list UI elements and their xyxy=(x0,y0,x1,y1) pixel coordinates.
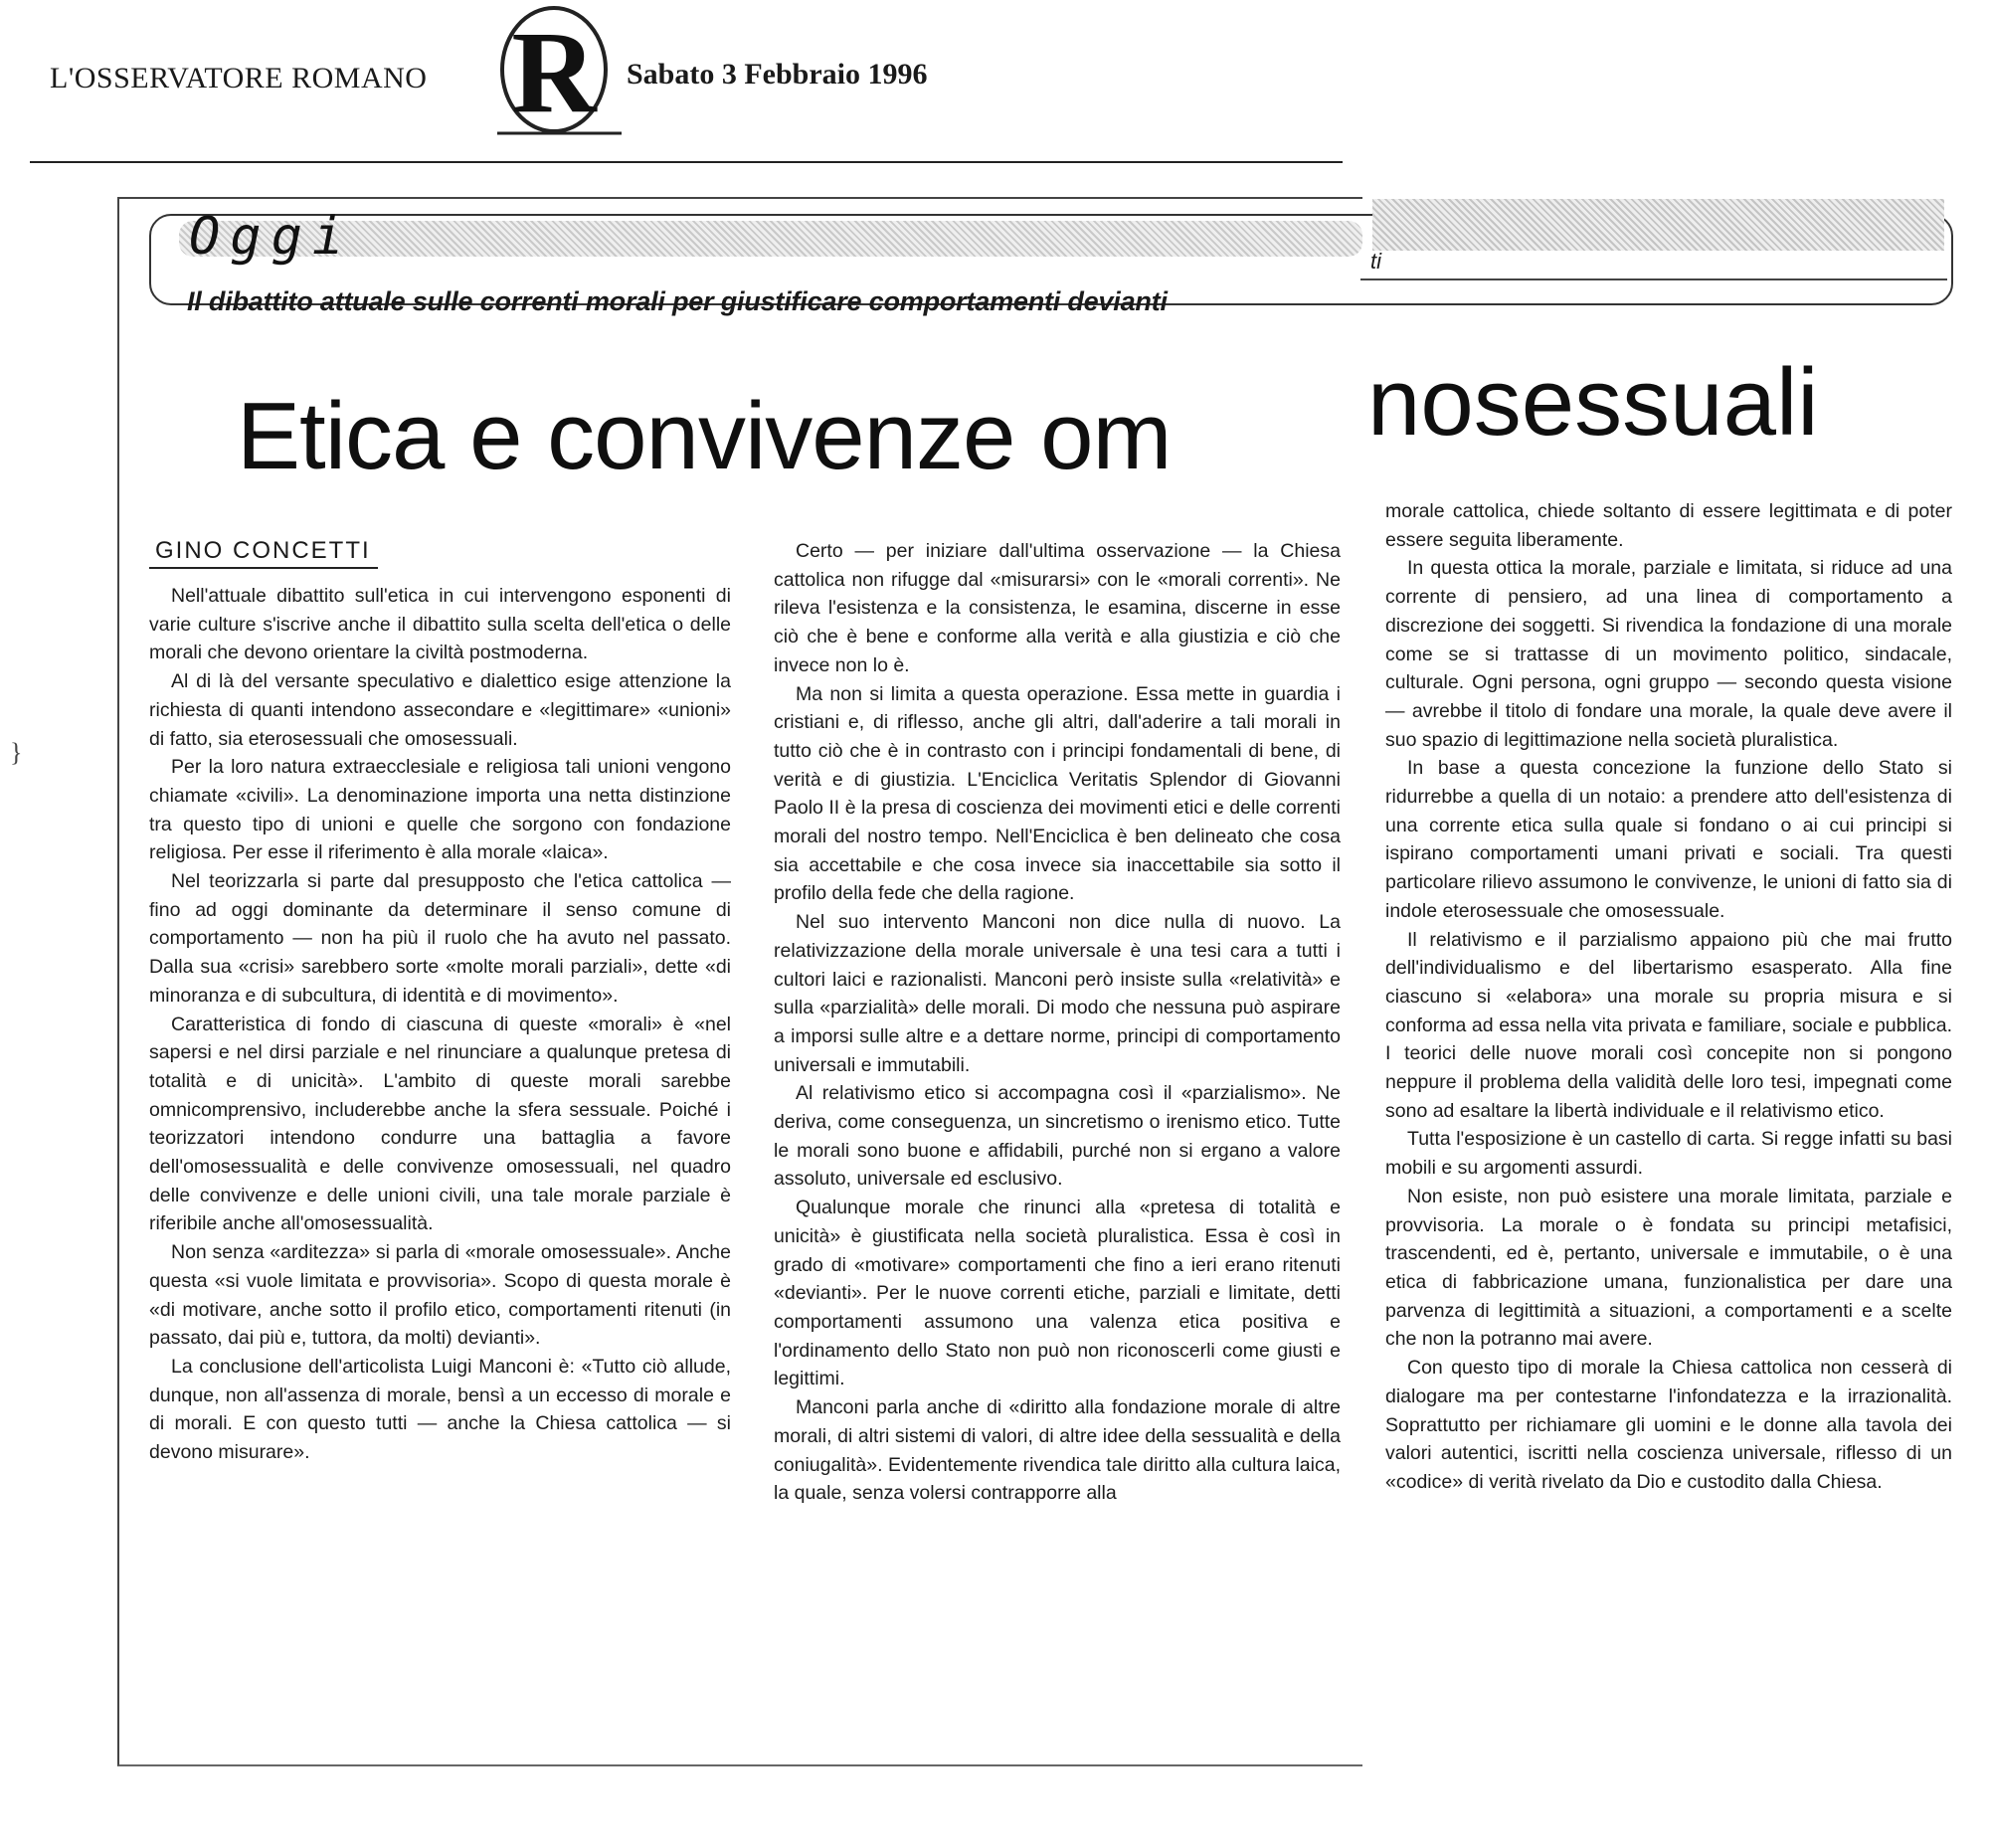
paragraph: Non senza «arditezza» si parla di «morale omosessuale». Anche questa «si vuole limitata e provvisoria». Scopo di questa morale è «di motivare, anche sotto il profilo etico, comportamenti ritenuti (in passato, dai più e, tuttora, da molti) devianti». xyxy=(149,1241,731,1350)
kicker-subtitle: Il dibattito attuale sulle correnti morali per giustificare comportamenti devianti xyxy=(187,286,1168,316)
headline-right-part: nosessuali xyxy=(1367,349,1819,456)
paragraph: Caratteristica di fondo di ciascuna di queste «morali» è «nel sapersi e nel dirsi parziale e nel rinunciare a qualunque pretesa di totalità e di unicità». L'ambito di queste morali sarebbe omnicomprensivo, includerebbe anche la sfera sessuale. Poiché i teorizzatori intendono condurre una battaglia a favore dell'omosessualità e delle convivenze omosessuali, nel quadro delle convivenze e delle unioni civili, una tale morale parziale è riferibile anche all'omosessualità. xyxy=(149,1013,731,1235)
article-column-3 xyxy=(1385,497,1952,1497)
headline-left-part: Etica e convivenze om xyxy=(237,383,1172,489)
article-column-1 xyxy=(149,582,731,1467)
paragraph: Nel teorizzarla si parte dal presupposto che l'etica cattolica — fino ad oggi dominante da determinare il senso comune di comportamento — non ha più il ruolo che ha avuto nel passato. Dalla sua «crisi» sarebbero sorte «molte morali parziali», dette «di minoranza e di subcultura, di identità e di movimento». xyxy=(149,870,731,1007)
article-column-2 xyxy=(774,537,1341,1508)
logo-letter: R xyxy=(511,7,597,137)
paragraph: In questa ottica la morale, parziale e limitata, si riduce ad una corrente di pensiero, ad una linea di comportamento a discrezione dei soggetti. Si rivendica la fondazione di una morale come se si trattasse di un movimento politico, sindacale, culturale. Ogni persona, ogni gruppo — secondo questa visione — avrebbe il titolo di fondare una morale, la quale deve avere il suo spazio di legittimazione nella società pluralistica. xyxy=(1385,557,1952,751)
paragraph: Certo — per iniziare dall'ultima osservazione — la Chiesa cattolica non rifugge dal «misurarsi» con le «morali correnti». Ne rileva l'esistenza e la consistenza, le esamina, discerne in esse ciò che è bene e conforme alla verità e alla giustizia e ciò che invece non lo è. xyxy=(774,540,1341,676)
banner-screen-tint xyxy=(179,221,1362,257)
section-label: Oggi xyxy=(189,207,354,267)
banner-screen-tint-right xyxy=(1372,199,1944,251)
paragraph: Il relativismo e il parzialismo appaiono più che mai frutto dell'individualismo e del libertarismo esasperato. Alla fine ciascuno si «elabora» una morale su propria misura e si conforma ad essa nella vita privata e familiare, sociale e pubblica. I teorici delle nuove morali così concepite non si pongono neppure il problema della validità delle loro tesi, impegnati come sono ad esaltare la libertà individuale e il relativismo etico. xyxy=(1385,928,1952,1122)
paragraph: Al relativismo etico si accompagna così il «parzialismo». Ne deriva, come conseguenza, un sincretismo o irenismo etico. Tutte le morali sono buone e affidabili, purché non si ergano a valore assoluto, universale ed esclusivo. xyxy=(774,1082,1341,1191)
paragraph: Ma non si limita a questa operazione. Essa mette in guardia i cristiani e, di riflesso, anche gli altri, dall'aderire a tali morali in tutto ciò che è in contrasto con i principi fondamentali di bene, di verità e di giustizia. L'Enciclica Veritatis Splendor di Giovanni Paolo II è la presa di coscienza dei movimenti etici e delle correnti morali del nostro tempo. Nell'Enciclica è ben delineato che cosa sia accettabile e che cosa invece sia inaccettabile sia sotto il profilo della fede che della ragione. xyxy=(774,682,1341,905)
byline-rule xyxy=(149,567,378,569)
paragraph: Non esiste, non può esistere una morale limitata, parziale e provvisoria. La morale o è fondata su principi metafisici, trascendenti, ed è, pertanto, universale e immutabile, o è una etica di fabbricazione umana, funzionalistica per dare una parvenza di legittimità a situazioni, a comportamenti e a scelte che non la potranno mai avere. xyxy=(1385,1185,1952,1351)
paragraph: In base a questa concezione la funzione dello Stato si ridurrebbe a quella di un notaio: a prendere atto dell'esistenza di una corrente etica sulla quale si fondano o ai cui principi si ispirano comportamenti umani privati e sociali. Tra questi particolare rilievo assumono le convivenze, le unioni di fatto sia di indole eterosessuale che omosessuale. xyxy=(1385,757,1952,922)
paragraph: Nel suo intervento Manconi non dice nulla di nuovo. La relativizzazione della morale universale è una tesi cara a tutti i cultori laici e razionalisti. Manconi però insiste sulla «relatività» e sulla «parzialità» delle morali. Di modo che nessuna può aspirare a imporsi sulle altre e a dettare norme, principi di comportamento universali e immutabili. xyxy=(774,911,1341,1076)
margin-mark: } xyxy=(10,738,23,767)
paragraph: La conclusione dell'articolista Luigi Manconi è: «Tutto ciò allude, dunque, non all'assenza di morale, bensì a un eccesso di morale e di morali. E con questo tutti — anche la Chiesa cattolica — si devono misurare». xyxy=(149,1355,731,1464)
paragraph: Qualunque morale che rinunci alla «pretesa di totalità e unicità» è giustificata nella società pluralistica. Essa è così in grado di «motivare» comportamenti che fino a ieri erano ritenuti «devianti». Per le nuove correnti etiche, parziali e limitate, detti comportamenti assumono una valenza etica positiva e l'ordinamento dello Stato non può non riconoscerli come giusti e legittimi. xyxy=(774,1197,1341,1390)
issue-date: Sabato 3 Febbraio 1996 xyxy=(627,58,928,91)
paragraph: morale cattolica, chiede soltanto di essere legittimata e di poter essere seguita liberamente. xyxy=(1385,500,1952,551)
paragraph: Manconi parla anche di «diritto alla fondazione morale di altre morali, di altri sistemi di valori, di altre idee della sessualità e della coniugalità». Evidentemente rivendica tale diritto alla cultura laica, la quale, senza volersi contrapporre alla xyxy=(774,1396,1341,1505)
paragraph: Con questo tipo di morale la Chiesa cattolica non cesserà di dialogare ma per contestarne l'infondatezza e la irrazionalità. Soprattutto per richiamare gli uomini e le donne alla tavola dei valori autentici, iscritti nella coscienza universale, riflesso di un «codice» di verità rivelato da Dio e custodito dalla Chiesa. xyxy=(1385,1357,1952,1493)
paragraph: Nell'attuale dibattito sull'etica in cui intervengono esponenti di varie culture s'iscrive anche il dibattito sulla scelta dell'etica o delle morali che devono orientare la civiltà postmoderna. xyxy=(149,585,731,664)
paragraph: Al di là del versante speculativo e dialettico esige attenzione la richiesta di quanti intendono assecondare e «legittimare» «unioni» di fatto, sia eterosessuali che omosessuali. xyxy=(149,670,731,750)
paragraph: Tutta l'esposizione è un castello di carta. Si regge infatti su basi mobili e su argomenti assurdi. xyxy=(1385,1128,1952,1180)
paragraph: Per la loro natura extraecclesiale e religiosa tali unioni vengono chiamate «civili». La denominazione importa una netta distinzione tra questo tipo di unioni e quelle che sorgono con fondazione religiosa. Per esse il riferimento è alla morale «laica». xyxy=(149,756,731,864)
byline: GINO CONCETTI xyxy=(155,537,371,564)
newspaper-name: L'OSSERVATORE ROMANO xyxy=(50,62,428,94)
section-label-fragment: ti xyxy=(1370,249,1381,274)
masthead-rule xyxy=(30,161,1343,163)
newspaper-logo xyxy=(482,0,632,149)
